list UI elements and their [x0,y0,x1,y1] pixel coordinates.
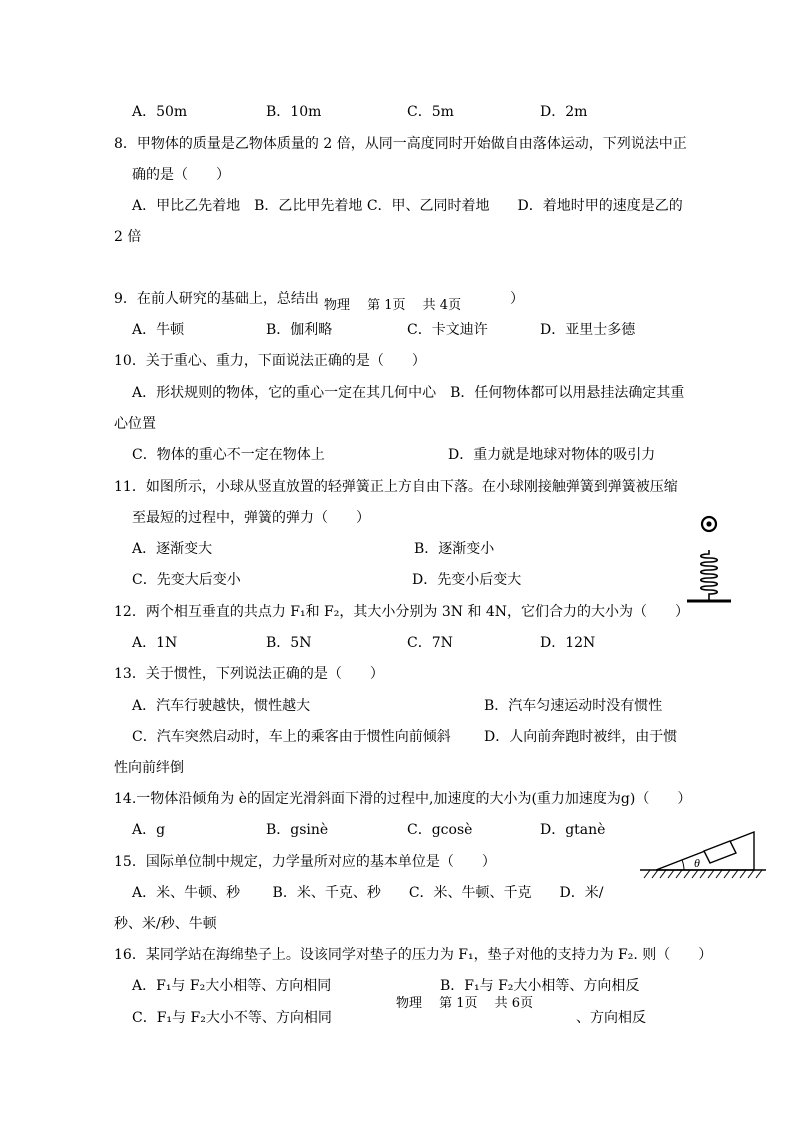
q9-option-d: D．亚里士多德 [540,322,636,338]
q15-stem: 15．国际单位制中规定，力学量所对应的基本单位是（ ） [114,854,496,870]
spring-ball-figure [684,512,734,608]
q12-stem: 12．两个相互垂直的共点力 F₁和 F₂，其大小分别为 3N 和 4N，它们合力的大小为（ ） [114,604,690,620]
q9-option-c: C．卡文迪许 [407,322,488,338]
q7-option-c: C．5m [407,104,454,120]
q10-option-d: D．重力就是地球对物体的吸引力 [448,447,656,463]
q11-stem-line1: 11．如图所示，小球从竖直放置的轻弹簧正上方自由下落。在小球刚接触弹簧到弹簧被压缩 [114,479,678,495]
q12-option-b: B．5N [266,635,312,651]
q14-option-d: D．gtanè [540,822,606,838]
q14-stem: 14.一物体沿倾角为 è的固定光滑斜面下滑的过程中,加速度的大小为(重力加速度为g)（ ） [114,791,692,807]
angle-arc [682,860,684,870]
q9-option-b: B．伽利略 [266,322,333,338]
q8-options: A．甲比乙先着地 B．乙比甲先着地 C．甲、乙同时着地 D．着地时甲的速度是乙的 [132,198,683,214]
q10-option-c: C．物体的重心不一定在物体上 [132,447,325,463]
q13-option-d-cont: 性向前绊倒 [114,760,184,776]
spring [701,550,718,600]
q11-option-c: C．先变大后变小 [132,572,241,588]
q7-option-a: A．50m [132,104,188,120]
q15-options: A．米、牛顿、秒 B．米、千克、秒 C．米、牛顿、千克 D．米/ [132,885,604,901]
q11-option-d: D．先变小后变大 [412,572,522,588]
q10-option-ab: A．形状规则的物体，它的重心一定在其几何中心 B．任何物体都可以用悬挂法确定其重 [132,385,685,401]
q7-option-b: B．10m [266,104,322,120]
q16-option-c: C．F₁与 F₂大小不等、方向相同 [132,1010,332,1026]
q14-option-c: C．gcosè [407,822,473,838]
q16-option-a: A．F₁与 F₂大小相等、方向相同 [132,978,332,994]
q13-stem: 13．关于惯性，下列说法正确的是（ ） [114,666,384,682]
q11-stem-line2: 至最短的过程中，弹簧的弹力（ ） [132,510,370,526]
incline-figure [636,826,770,884]
ball-center [706,521,711,526]
q9-option-a: A．牛顿 [132,322,185,338]
q8-stem-line1: 8．甲物体的质量是乙物体质量的 2 倍，从同一高度同时开始做自由落体运动，下列说法中正 [114,136,687,152]
page-footer-2: 物理 第 1页 共 6页 [392,996,537,1012]
q16-option-d-fragment: 、方向相反 [576,1010,646,1026]
q11-option-b: B．逐渐变小 [414,541,495,557]
q7-option-d: D．2m [540,104,588,120]
q10-stem: 10．关于重心、重力，下面说法正确的是（ ） [114,353,426,369]
q13-option-c: C．汽车突然启动时，车上的乘客由于惯性向前倾斜 [132,729,451,745]
q10-option-ab-cont: 心位置 [114,416,156,432]
q12-option-a: A．1N [132,635,178,651]
block [704,841,736,863]
q16-stem: 16．某同学站在海绵垫子上。设该同学对垫子的压力为 F₁，垫子对他的支持力为 F₂. 则（ ） [114,947,713,963]
q15-options-cont: 秒、米/秒、牛顿 [114,916,217,932]
q8-stem-line2: 确的是（ ） [132,167,230,183]
q9-stem-tail: ） [510,291,524,307]
q13-option-a: A．汽车行驶越快，惯性越大 [132,698,311,714]
q16-option-b: B．F₁与 F₂大小相等、方向相反 [440,978,640,994]
q13-option-b: B．汽车匀速运动时没有惯性 [484,698,663,714]
q12-option-d: D．12N [540,635,596,651]
q9-stem: 9．在前人研究的基础上，总结出 [114,291,319,307]
q11-option-a: A．逐渐变大 [132,541,213,557]
q12-option-c: C．7N [407,635,453,651]
q14-option-a: A．g [132,822,166,838]
ground-hatching [644,870,762,878]
q13-option-d: D．人向前奔跑时被绊，由于惯 [484,729,678,745]
q14-option-b: B．gsinè [266,822,329,838]
angle-label: θ [694,856,700,870]
q8-options-cont: 2 倍 [114,229,142,245]
page-footer: 物理 第 1页 共 4页 [320,298,465,314]
